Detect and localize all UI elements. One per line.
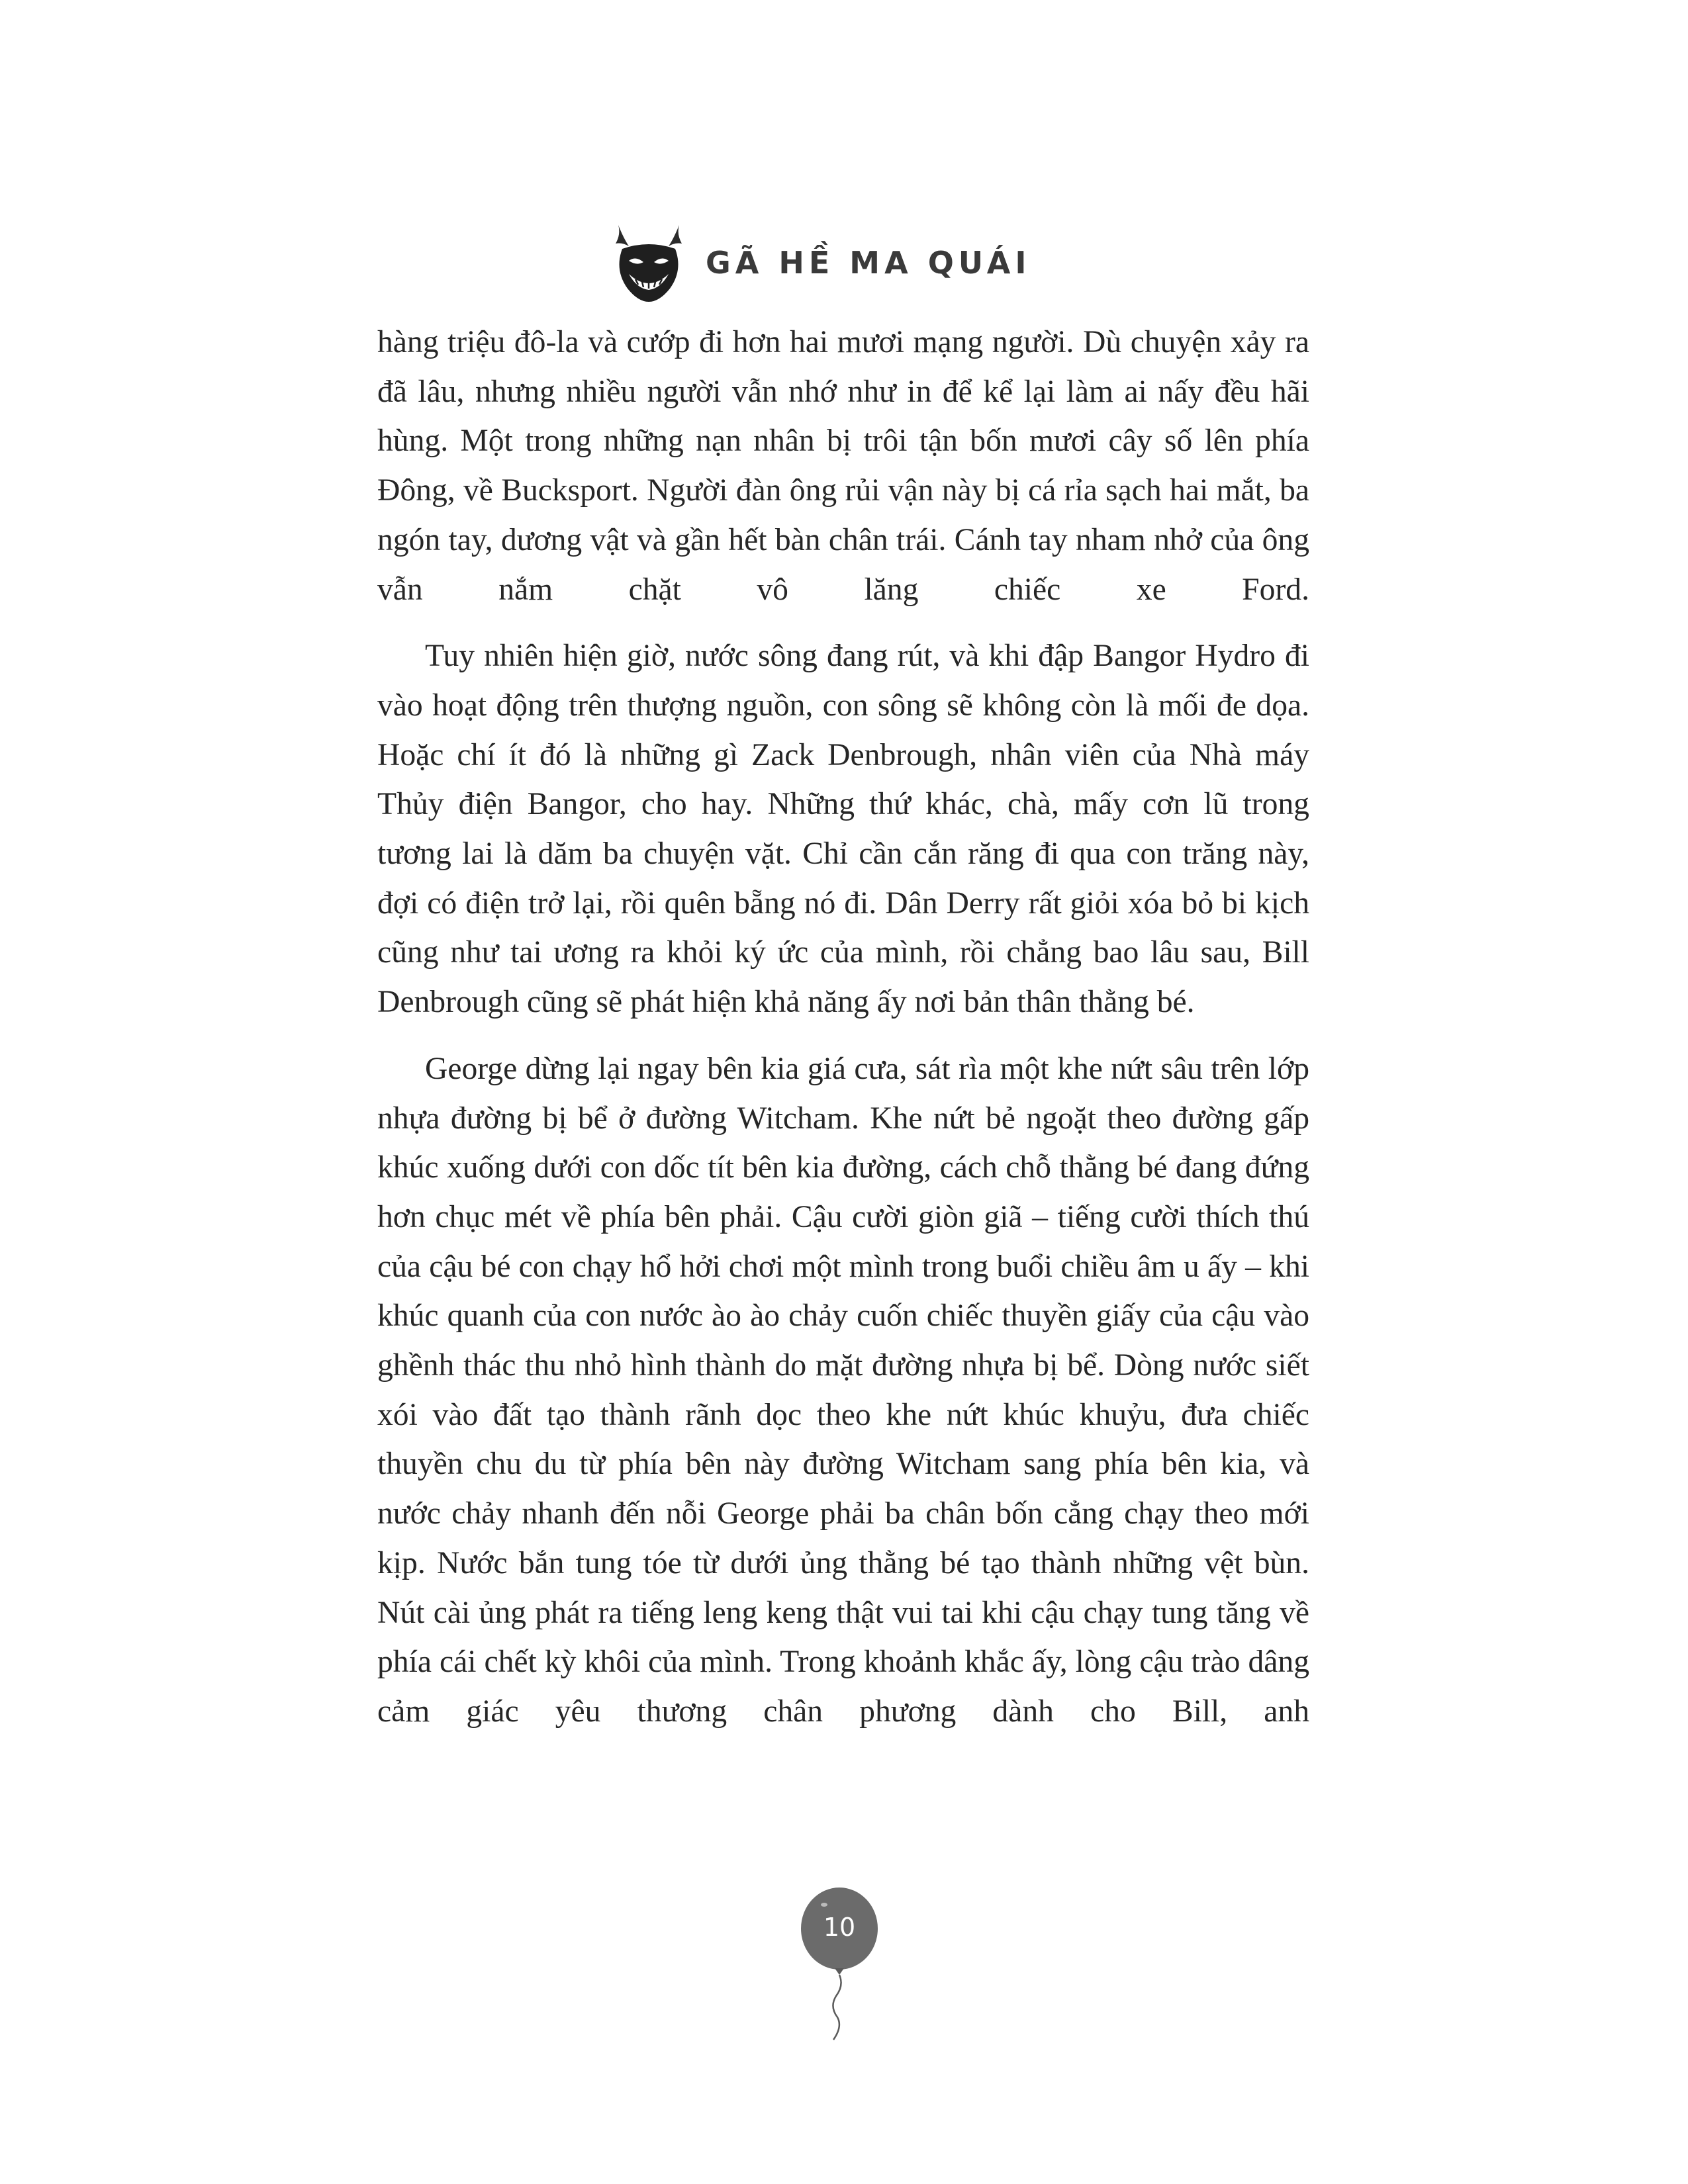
paragraph <box>377 631 1309 1027</box>
text-line: nhanh đến nỗi George phải ba chân bốn cẳng chạy theo mới kịp. <box>377 1496 1309 1580</box>
text-line: của mình, rồi chẳng bao lâu sau, Bill Denbrough cũng sẽ phát hiện <box>377 935 1310 1020</box>
paragraph <box>377 318 1309 614</box>
text-line: là mối đe dọa. Hoặc chí ít đó là những gì Zack Denbrough, nhân <box>377 688 1310 772</box>
text-line: George dừng lại ngay bên kia giá cưa, sát rìa một khe nứt sâu <box>425 1051 1203 1086</box>
text-line: viên của Nhà máy Thủy điện Bangor, cho hay. Những thứ khác, <box>377 737 1309 822</box>
text-line: Tuy nhiên hiện giờ, nước sông đang rút, và khi đập Bangor <box>425 639 1186 674</box>
running-title: GÃ HỀ MA QUÁI <box>706 245 1031 281</box>
text-line: chà, mấy cơn lũ trong tương lai là dăm ba chuyện vặt. Chỉ cần cắn <box>377 787 1309 872</box>
text-line: Dân Derry rất giỏi xóa bỏ bi kịch cũng như tai ương ra khỏi ký ức <box>377 886 1309 970</box>
text-line: hàng triệu đô-la và cướp đi hơn hai mươi mạng người. Dù chuyện <box>377 325 1222 359</box>
text-line: trên lớp nhựa đường bị bể ở đường Witcham. Khe nứt bẻ ngoặt <box>377 1051 1309 1136</box>
text-line: Hydro đi vào hoạt động trên thượng nguồn, con sông sẽ không còn <box>377 639 1309 723</box>
text-line: theo đường gấp khúc xuống dưới con dốc tít bên kia đường, cách <box>377 1101 1310 1185</box>
text-line: chảy cuốn chiếc thuyền giấy của cậu vào ghềnh thác thu nhỏ hình <box>377 1298 1309 1383</box>
text-line: răng đi qua con trăng này, đợi có điện trở lại, rồi quên bẵng nó đi. <box>377 837 1309 921</box>
text-line: Nút cài ủng phát ra tiếng leng keng thật vui tai khi cậu chạy tung <box>377 1595 1208 1630</box>
page-number-balloon <box>796 1886 882 2045</box>
text-line: giòn giã – tiếng cười thích thú của cậu bé con chạy hổ hởi chơi một <box>377 1199 1309 1284</box>
balloon-icon <box>796 1886 882 2045</box>
text-line: thành do mặt đường nhựa bị bể. Dòng nước siết xói vào đất tạo <box>377 1348 1309 1432</box>
text-line: tăng về phía cái chết kỳ khôi của mình. Trong khoảnh khắc ấy, lòng <box>377 1595 1309 1680</box>
text-line: khả năng ấy nơi bản thân thằng bé. <box>754 985 1195 1020</box>
page-number: 10 <box>823 1913 856 1942</box>
text-line: nấy đều hãi hùng. Một trong những nạn nhân bị trôi tận bốn mươi <box>377 374 1309 459</box>
text-line: mình trong buổi chiều âm u ấy – khi khúc quanh của con nước ào ào <box>377 1249 1309 1334</box>
text-line: Cánh tay nham nhở của ông vẫn nắm chặt vô lăng chiếc xe Ford. <box>377 522 1309 607</box>
running-header <box>609 213 1031 312</box>
text-line: cậu trào dâng cảm giác yêu thương chân phương dành cho Bill, anh <box>377 1645 1310 1729</box>
text-line: cá rỉa sạch hai mắt, ba ngón tay, dương vật và gần hết bàn chân trái. <box>377 473 1309 557</box>
paragraph <box>377 1044 1309 1737</box>
text-line: từ phía bên này đường Witcham sang phía bên kia, và nước chảy <box>377 1447 1309 1531</box>
body-text <box>377 318 1309 1754</box>
text-line: thành rãnh dọc theo khe nứt khúc khuỷu, đưa chiếc thuyền chu du <box>377 1397 1309 1482</box>
text-line: xảy ra đã lâu, nhưng nhiều người vẫn nhớ như in để kể lại làm ai <box>377 325 1309 409</box>
text-line: cây số lên phía Đông, về Bucksport. Người đàn ông rủi vận này bị <box>377 424 1309 508</box>
text-line: Nước bắn tung tóe từ dưới ủng thằng bé tạo thành những vệt bùn. <box>437 1545 1310 1580</box>
text-line: chỗ thằng bé đang đứng hơn chục mét về phía bên phải. Cậu cười <box>377 1150 1309 1234</box>
clown-face-icon <box>609 220 688 306</box>
